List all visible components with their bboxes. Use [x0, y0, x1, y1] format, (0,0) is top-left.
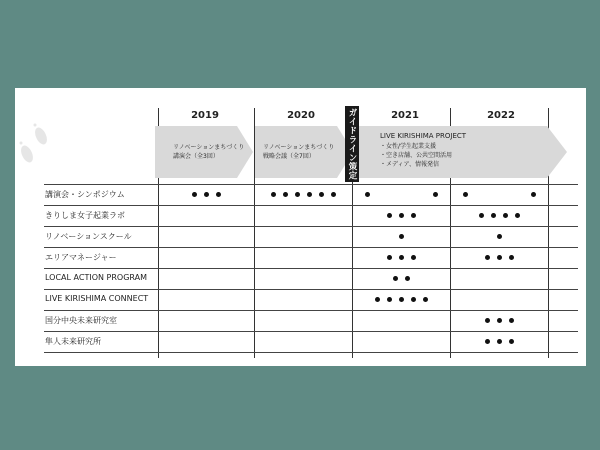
- row-label: LIVE KIRISHIMA CONNECT: [45, 294, 149, 303]
- activity-dot: [497, 234, 502, 239]
- activity-dot: [319, 192, 324, 197]
- activity-dot: [271, 192, 276, 197]
- activity-dot: [204, 192, 209, 197]
- activity-dot: [503, 213, 508, 218]
- activity-dot: [399, 234, 404, 239]
- activity-dot: [387, 255, 392, 260]
- activity-dot: [399, 255, 404, 260]
- row-label: 隼人未来研究所: [45, 337, 101, 346]
- activity-dot: [387, 213, 392, 218]
- activity-dot: [463, 192, 468, 197]
- row-divider: [44, 205, 578, 206]
- footprints-icon: [17, 114, 57, 174]
- activity-dot: [405, 276, 410, 281]
- activity-dot: [497, 255, 502, 260]
- row-divider: [44, 226, 578, 227]
- activity-dot: [411, 255, 416, 260]
- activity-dot: [497, 318, 502, 323]
- arrow-2021-text: LIVE KIRISHIMA PROJECT ・女性/学生起業支援 ・空き店舗、公共空間活用 ・メディア、情報発信: [380, 132, 467, 168]
- row-label: LOCAL ACTION PROGRAM: [45, 273, 148, 282]
- activity-dot: [491, 213, 496, 218]
- activity-dot: [411, 213, 416, 218]
- activity-dot: [479, 213, 484, 218]
- activity-dot: [485, 255, 490, 260]
- activity-dot: [387, 297, 392, 302]
- activity-dot: [295, 192, 300, 197]
- activity-dot: [485, 339, 490, 344]
- row-divider: [44, 247, 578, 248]
- row-label: 国分中央未来研究室: [45, 316, 117, 325]
- year-2022: 2022: [487, 110, 515, 121]
- activity-dot: [515, 213, 520, 218]
- row-divider: [44, 352, 578, 353]
- activity-dot: [399, 213, 404, 218]
- activity-dot: [433, 192, 438, 197]
- activity-dot: [283, 192, 288, 197]
- year-2019: 2019: [191, 110, 219, 121]
- arrow-2020-text: リノベーションまちづくり 戦略会議（全7回）: [263, 144, 335, 160]
- activity-dot: [509, 339, 514, 344]
- row-divider: [44, 184, 578, 185]
- activity-dot: [331, 192, 336, 197]
- row-divider: [44, 268, 578, 269]
- row-label: 講演会・シンポジウム: [45, 190, 125, 199]
- row-divider: [44, 331, 578, 332]
- activity-dot: [307, 192, 312, 197]
- activity-dot: [423, 297, 428, 302]
- activity-dot: [531, 192, 536, 197]
- guideline-badge: ガイドライン策定: [347, 108, 357, 180]
- activity-dot: [216, 192, 221, 197]
- row-divider: [44, 310, 578, 311]
- activity-dot: [393, 276, 398, 281]
- activity-dot: [485, 318, 490, 323]
- row-label: きりしま女子起業ラボ: [45, 211, 125, 220]
- activity-dot: [375, 297, 380, 302]
- activity-dot: [365, 192, 370, 197]
- activity-dot: [497, 339, 502, 344]
- year-2020: 2020: [287, 110, 315, 121]
- row-label: リノベーションスクール: [45, 232, 132, 241]
- year-2021: 2021: [391, 110, 419, 121]
- arrow-2019-text: リノベーションまちづくり 講演会（全3回）: [173, 144, 245, 160]
- activity-dot: [411, 297, 416, 302]
- activity-dot: [192, 192, 197, 197]
- activity-dot: [399, 297, 404, 302]
- timeline-card: [15, 88, 586, 366]
- activity-dot: [509, 255, 514, 260]
- row-divider: [44, 289, 578, 290]
- row-label: エリアマネージャー: [45, 253, 117, 262]
- activity-dot: [509, 318, 514, 323]
